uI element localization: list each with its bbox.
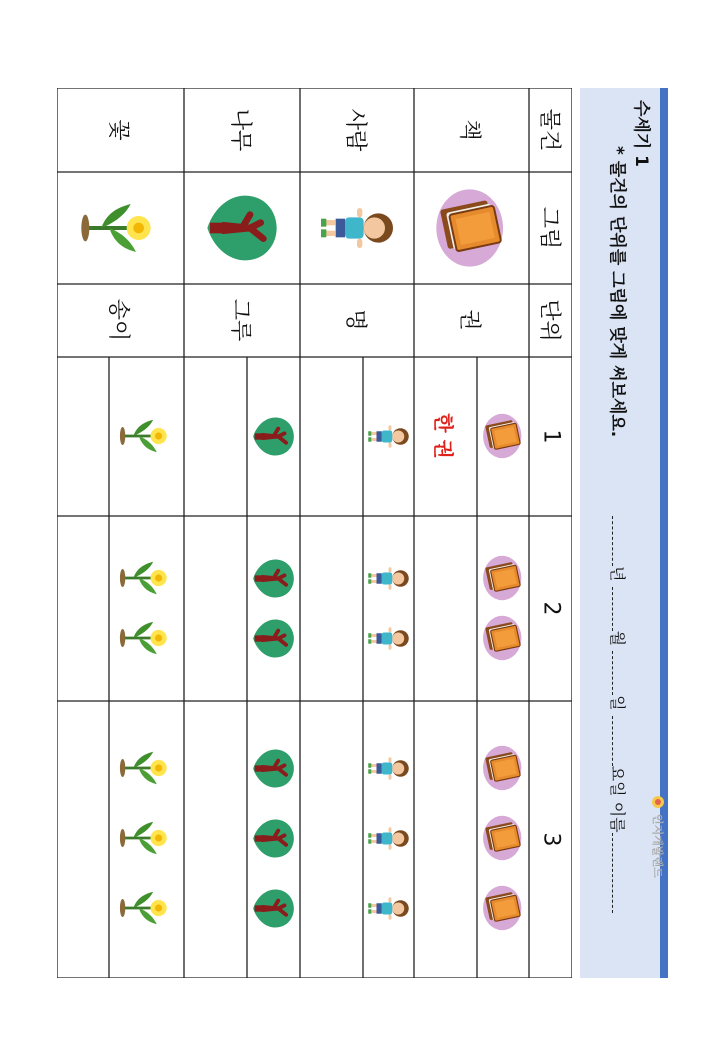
item-name-4: 꽃: [106, 119, 131, 141]
unit-label-3: 그루: [227, 298, 253, 342]
flower-icon: [120, 811, 174, 865]
item-name-3: 나무: [227, 108, 253, 152]
flower-picture-icon: [81, 188, 161, 268]
tree-icon: [250, 555, 297, 602]
item-name-1: 책: [457, 119, 482, 141]
year-label: 년: [608, 566, 627, 582]
tree-icon: [250, 745, 297, 792]
instruction-text: * 물건의 단위를 그림에 맞게 써보세요.: [607, 146, 627, 438]
name-blank[interactable]: [612, 833, 627, 913]
child-icon: [366, 556, 411, 601]
tree-picture-icon: [202, 188, 282, 268]
counting-table: [57, 88, 572, 978]
child-icon: [366, 886, 411, 931]
flower-icon: [120, 741, 174, 795]
header-cell-1: 물건: [536, 108, 562, 152]
header-cell-2: 그림: [536, 206, 562, 250]
book-icon: [480, 745, 526, 791]
tree-icon: [250, 413, 297, 460]
child-icon: [366, 616, 411, 661]
tree-icon: [250, 615, 297, 662]
child-icon: [366, 816, 411, 861]
logo: [650, 794, 666, 878]
unit-label-2: 명: [342, 309, 368, 331]
unit-label-1: 권: [457, 309, 482, 331]
weekday-label: 요일: [608, 765, 627, 797]
example-answer: 한 권: [432, 413, 456, 459]
tree-icon: [250, 885, 297, 932]
book-icon: [480, 815, 526, 861]
month-label: 월: [608, 630, 627, 647]
weekday-blank[interactable]: [612, 716, 627, 766]
book-icon: [480, 555, 526, 601]
item-name-2: 사람: [342, 108, 368, 152]
date-name-line: [607, 516, 630, 913]
month-blank[interactable]: [612, 587, 627, 631]
header-cell-5: 2: [538, 601, 564, 616]
flower-icon: [120, 409, 174, 463]
book-icon: [480, 885, 526, 931]
day-blank[interactable]: [612, 651, 627, 695]
logo-icon: [650, 794, 666, 810]
name-label: 이름: [608, 801, 627, 833]
book-icon: [480, 413, 526, 459]
day-label: 일: [608, 695, 627, 711]
book-icon: [480, 615, 526, 661]
worksheet-title: 수세기 1: [631, 100, 651, 168]
unit-label-4: 송이: [106, 298, 131, 342]
tree-icon: [250, 815, 297, 862]
year-blank[interactable]: [612, 516, 627, 566]
header-cell-6: 3: [538, 832, 564, 847]
flower-icon: [120, 881, 174, 935]
logo-text: 인지개발랜드: [651, 814, 664, 878]
header-cell-4: 1: [538, 429, 564, 444]
book-picture-icon: [432, 188, 512, 268]
child-icon: [366, 414, 411, 459]
header-cell-3: 단위: [536, 299, 562, 342]
child-picture-icon: [317, 188, 397, 268]
flower-icon: [120, 551, 174, 605]
child-icon: [366, 746, 411, 791]
flower-icon: [120, 611, 174, 665]
